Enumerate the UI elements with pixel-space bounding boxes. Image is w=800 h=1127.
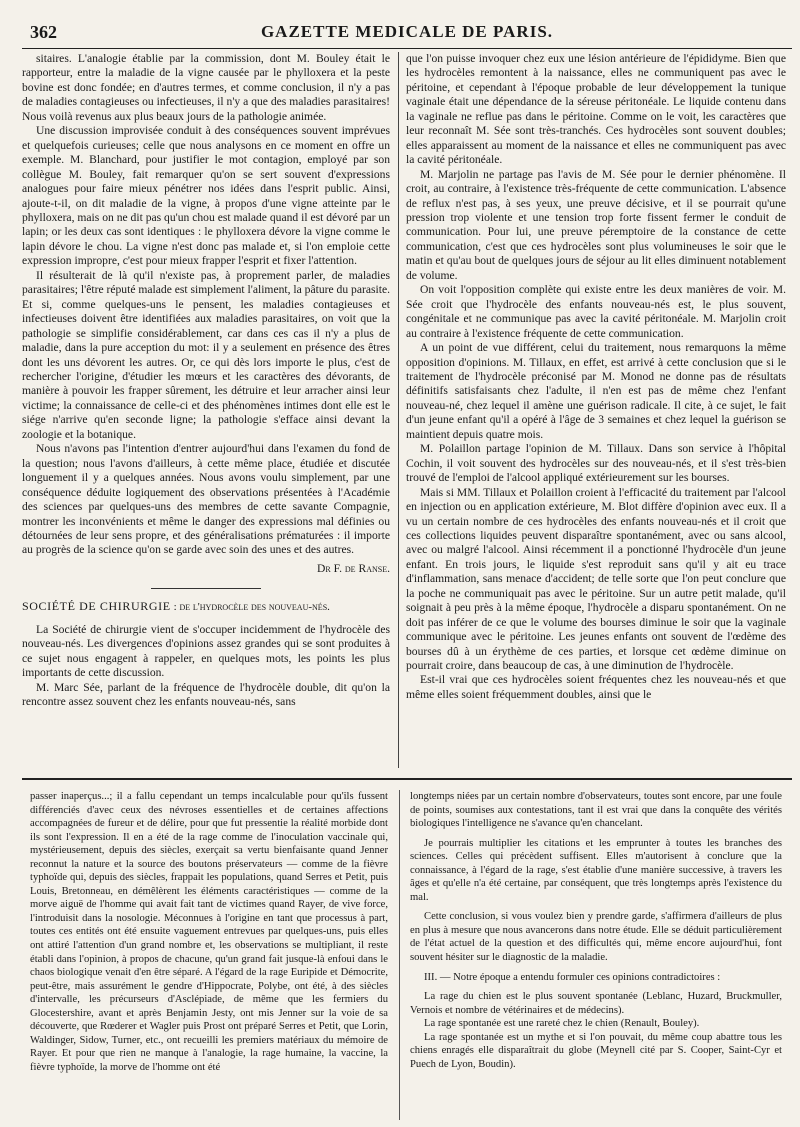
- section-intro: III. — Notre époque a entendu formuler ces opinions contradictoires :: [424, 971, 721, 983]
- section-title: SOCIÉTÉ DE CHIRURGIE: [22, 599, 171, 614]
- column-divider: [398, 52, 399, 768]
- feuilleton-left-column: [30, 790, 388, 1080]
- feuilleton-column-divider: [399, 790, 400, 1120]
- paragraph: passer inaperçus...; il a fallu cependant un temps incalculable pour qu'ils fussent différenciés d'avec ceux des névroses essentielles et de certaines affections accompagnées de fureur et de délire, pour que fut pressentie la réalité morbide dont ils sont l'expression. Il en a été de la rage comme de l'inoculation vaccinale qui, mystérieusement, depuis des siècles, exerçait sa vertu bienfaisante quand Jenner reconnut la nature et la source des boutons préservateurs — comme de la fièvre typhoïde qui, depuis des siècles, frappait les populations, quand Serres et Petit, puis Louis, Bretonneau, en démêlèrent les éléments caractéristiques — comme de la morve aiguë de l'homme qui avait fait tant de victimes quand Rayer, de vive force, l'introduisit dans la nosologie. Méconnues à l'origine en tant que processus à part, toutes ces entités ont été ensuite vaguement entrevues par quelques-uns, puis elles ont attiré l'attention d'un grand nombre et, les observations se multipliant, il reste établi dans l'opinion, à propos de chacune, qu'un grand fait jusque-là enfoui dans le chaos biologique venait d'en être séparé. A l'égard de la rage Euripide et Démocrite, peut-être, mais assurément le gendre d'Hippocrate, Polybe, ont été, à des siècles d'intervalle, les précurseurs d'Asclépiade, de même que les fermiers du Glocestershire, avant et après Benjamin Jesty, ont mis Jenner sur la voie de sa découverte, que Rœderer et Wagler puis Prost ont préparé Serres et Petit, que Lorin, Waldinger, Sidow, Turner, etc., ont recueilli les premiers matériaux du mémoire de Rayer. Et pour que rien ne manque à l'analogie, la rage humaine, la vaccine, la fièvre typhoïde, la morve de l'homme ont été: [30, 791, 388, 1073]
- paragraph: A un point de vue différent, celui du traitement, nous remarquons la même opposition d'opinions. M. Tillaux, en effet, est arrivé à cette conclusion que si le traitement de l'hydrocèle préconisé par M. Monod ne donne pas de résultats définitifs satisfaisants chez l'adulte, il n'en est pas de même chez l'enfant nouveau-né, chez lequel il amène une guérison radicale. Il cite, à ce sujet, le fait d'un jeune enfant qu'il a opéré à l'âge de 3 semaines et chez lequel la guérison se maintient depuis quatre mois.: [406, 341, 786, 441]
- list-item: La rage du chien est le plus souvent spontanée (Leblanc, Huzard, Bruckmuller, Vernois et nombre de vétérinaires et de médecins).: [410, 991, 782, 1016]
- paragraph: sitaires. L'analogie établie par la commission, dont M. Bouley était le rapporteur, entre la maladie de la vigne causée par le phylloxera et la peste bovine est donc fondée; en d'autres termes, et comme conclusion, il n'y a pas de maladies contagieuses ou infectieuses, il n'y a que des maladies parasitaires! Nous voilà revenus aux plus beaux jours de la pathologie animée.: [22, 52, 390, 123]
- paragraph: que l'on puisse invoquer chez eux une lésion antérieure de l'épididyme. Bien que les hydrocèles remontent à la naissance, elles ne communiquent pas avec le péritoine, et cependant à l'époque probable de leur développement la tunique vaginale était une dépendance de la séreuse péritonéale. Le liquide contenu dans la vaginale ne reflue pas dans le péritoine. Comme on le voit, les caractères que leur reconnaît M. Sée sont très-tranchés. Ces hydrocèles sont souvent doubles; elles apparaissent au moment de la naissance et elles ne communiquent pas avec la cavité péritonéale.: [406, 52, 786, 167]
- paragraph: M. Marjolin ne partage pas l'avis de M. Sée pour le dernier phénomène. Il croit, au contraire, à l'existence très-fréquente de cette communication. L'absence de reflux n'est pas, à ses yeux, une preuve décisive, et il se pourrait qu'une pression trop violente et une tension trop forte fissent fermer le conduit de communication. Pour lui, une preuve péremptoire de la constance de cette communication, c'est que ces hydrocèles sont plus volumineuses le soir que le matin et qu'au bout de quelques jours de séjour au lit elles diminuent notablement de volume.: [406, 167, 786, 282]
- paragraph: Une discussion improvisée conduit à des conséquences souvent imprévues et quelquefois curieuses; celle que nous analysons en ce moment en offre un exemple. M. Blanchard, pour justifier le mot contagion, employé par son collègue M. Bouley, fait remarquer qu'on se sert souvent d'expressions analogues pour faire mieux pénétrer nos idées dans l'esprit public. Ainsi, ajoute-t-il, on dit maladie de la vigne, à propos d'une vigne atteinte par le phylloxera, mais on ne dit pas qu'un chou est malade quand il est dévoré par un lapin; or les deux cas sont identiques : le phylloxera dévore la vigne comme le lapin dévore le chou. La vigne n'est donc pas malade et, si l'on emploie cette expression impropre, c'est pour mieux frapper l'esprit et fixer l'attention.: [22, 124, 390, 268]
- section-subtitle: : de l'hydrocèle des nouveau-nés.: [173, 601, 330, 614]
- list-item: La rage spontanée est un mythe et si l'on pouvait, du même coup abattre tous les chiens enragés elle disparaîtrait du globe (Meynell cité par S. Cooper, Saint-Cyr et Puech de Lyon, Boudin).: [410, 1031, 782, 1070]
- paragraph: Mais si MM. Tillaux et Polaillon croient à l'efficacité du traitement par l'alcool en injection ou en application extérieure, M. Blot diffère d'opinion avec eux. Il a vu un certain nombre de ces hydrocèles des enfants nouveau-nés et il croit que ces collections liquides peuvent disparaître spontanément, avec ou sans alcool, avec ou malgré l'alcool. Ainsi récemment il a ponctionné l'hydrocèle d'un jeune enfant. En trois jours, le liquide s'est reproduit sans qu'il y ait eu trace d'inflammation, sans menace d'accident; de telle sorte que l'on peut conclure que la poche ne communiquait pas avec le péritoine. Sur un autre petit malade, qu'il soignait à peu près à la même époque, l'hydrocèle a disparu spontanément. On ne doit pas inférer de ce que le volume des bourses diminue le soir que la vaginale communique avec le péritoine. Les jeunes enfants ont souvent de l'œdème des bourses dû à un érythème de ces parties, et lorsque cet œdème diminue on pourrait croire, dans beaucoup de cas, à une diminution de l'hydrocèle.: [406, 485, 786, 673]
- paragraph: M. Marc Sée, parlant de la fréquence de l'hydrocèle double, dit qu'on la rencontre assez souvent chez les enfants nouveau-nés, sans: [22, 680, 390, 709]
- paragraph: M. Polaillon partage l'opinion de M. Tillaux. Dans son service à l'hôpital Cochin, il voit souvent des hydrocèles sur des nouveau-nés, et il s'est très-bien trouvé de l'emploi de l'alcool appliqué extérieurement sur les bourses.: [406, 442, 786, 485]
- feuilleton-right-column: [410, 790, 782, 1071]
- page-header: [22, 18, 792, 49]
- author-signature: Dr F. de Ranse.: [316, 561, 390, 575]
- page-number: 362: [30, 22, 57, 42]
- paragraph: Il résulterait de là qu'il n'existe pas, à proprement parler, de maladies parasitaires; l'être réputé malade est simplement l'aliment, la pâture du parasite. Et si, comme quelques-uns le pensent, les maladies contagieuses et infectieuses doivent être identifiées aux maladies parasitaires, on voit que la pathologie se simplifie considérablement, car dans ces cas il n'y a plus de maladie, dans la pure acception du mot: il y a seulement en présence des êtres dont les uns dévorent les autres. Or, ce qui dès lors importe le plus, c'est de rechercher l'origine, d'étudier les mœurs et les caractères des dévorants, de manière à pouvoir les frapper sûrement, les détruire et leur arracher ainsi leur victime; la connaissance de celle-ci et des phénomènes intimes dont elle est le siége n'arrive qu'en seconde ligne; la pathologie s'efface ainsi devant la zoologie et la botanique.: [22, 268, 390, 441]
- paragraph: Est-il vrai que ces hydrocèles soient fréquentes chez les nouveau-nés et que même elles soient fréquemment doubles, ainsi que le: [406, 673, 786, 701]
- section-heading: [22, 599, 390, 614]
- paragraph: longtemps niées par un certain nombre d'observateurs, toutes sont encore, par une foule de points, soumises aux contestations, tant il est vrai que dans la conquête des vérités biologiques l'intelligence ne s'avance qu'en chancelant.: [410, 791, 782, 830]
- paragraph: On voit l'opposition complète qui existe entre les deux manières de voir. M. Sée croit que l'hydrocèle des enfants nouveau-nés est, le plus souvent, congénitale et ne communique pas avec la cavité péritonéale. M. Marjolin croit au contraire à l'existence fréquente de cette communication.: [406, 283, 786, 340]
- journal-title: GAZETTE MEDICALE DE PARIS.: [260, 22, 554, 41]
- right-column: [406, 52, 786, 702]
- feuilleton-divider: [22, 778, 792, 780]
- paragraph: Nous n'avons pas l'intention d'entrer aujourd'hui dans l'examen du fond de la question; nous l'avons d'ailleurs, à cette même place, étudiée et discutée longuement il y a quelques années. Nous avons voulu simplement, par une conséquence déduite logiquement des observations présentées à l'Académie des sciences par quelques-uns des membres de cette savante Compagnie, montrer les inconvénients et même le danger des expressions mal définies ou détournées de leur sens propre, et des généralisations prématurées : il importe au progrès de la science qu'on se garde avec soin des unes et des autres.: [22, 442, 390, 557]
- list-item: La rage spontanée est une rareté chez le chien (Renault, Bouley).: [424, 1018, 700, 1030]
- paragraph: Je pourrais multiplier les citations et les emprunter à toutes les branches des sciences. Celles qui précèdent suffisent. Elles m'autorisent à conclure que la connaissance, à l'égard de la rage, s'est établie d'une manière successive, à travers les âges et qu'elle n'a été certaine, par conséquent, que très longtemps après l'existence du mal.: [410, 837, 782, 903]
- left-column: [22, 52, 390, 709]
- paragraph: Cette conclusion, si vous voulez bien y prendre garde, s'affirmera d'ailleurs de plus en plus à mesure que nous avancerons dans notre étude. Elle se déduit particulièrement de l'état actuel de la question et des difficultés qui, même encore aujourd'hui, font souvent hésiter sur le diagnostic de la maladie.: [410, 911, 782, 964]
- separator-line: [151, 588, 261, 589]
- paragraph: La Société de chirurgie vient de s'occuper incidemment de l'hydrocèle des nouveau-nés. Les divergences d'opinions assez grandes qui se sont produites à ce sujet nous engagent à rappeler, en quelques mots, les points les plus importants de cette discussion.: [22, 622, 390, 680]
